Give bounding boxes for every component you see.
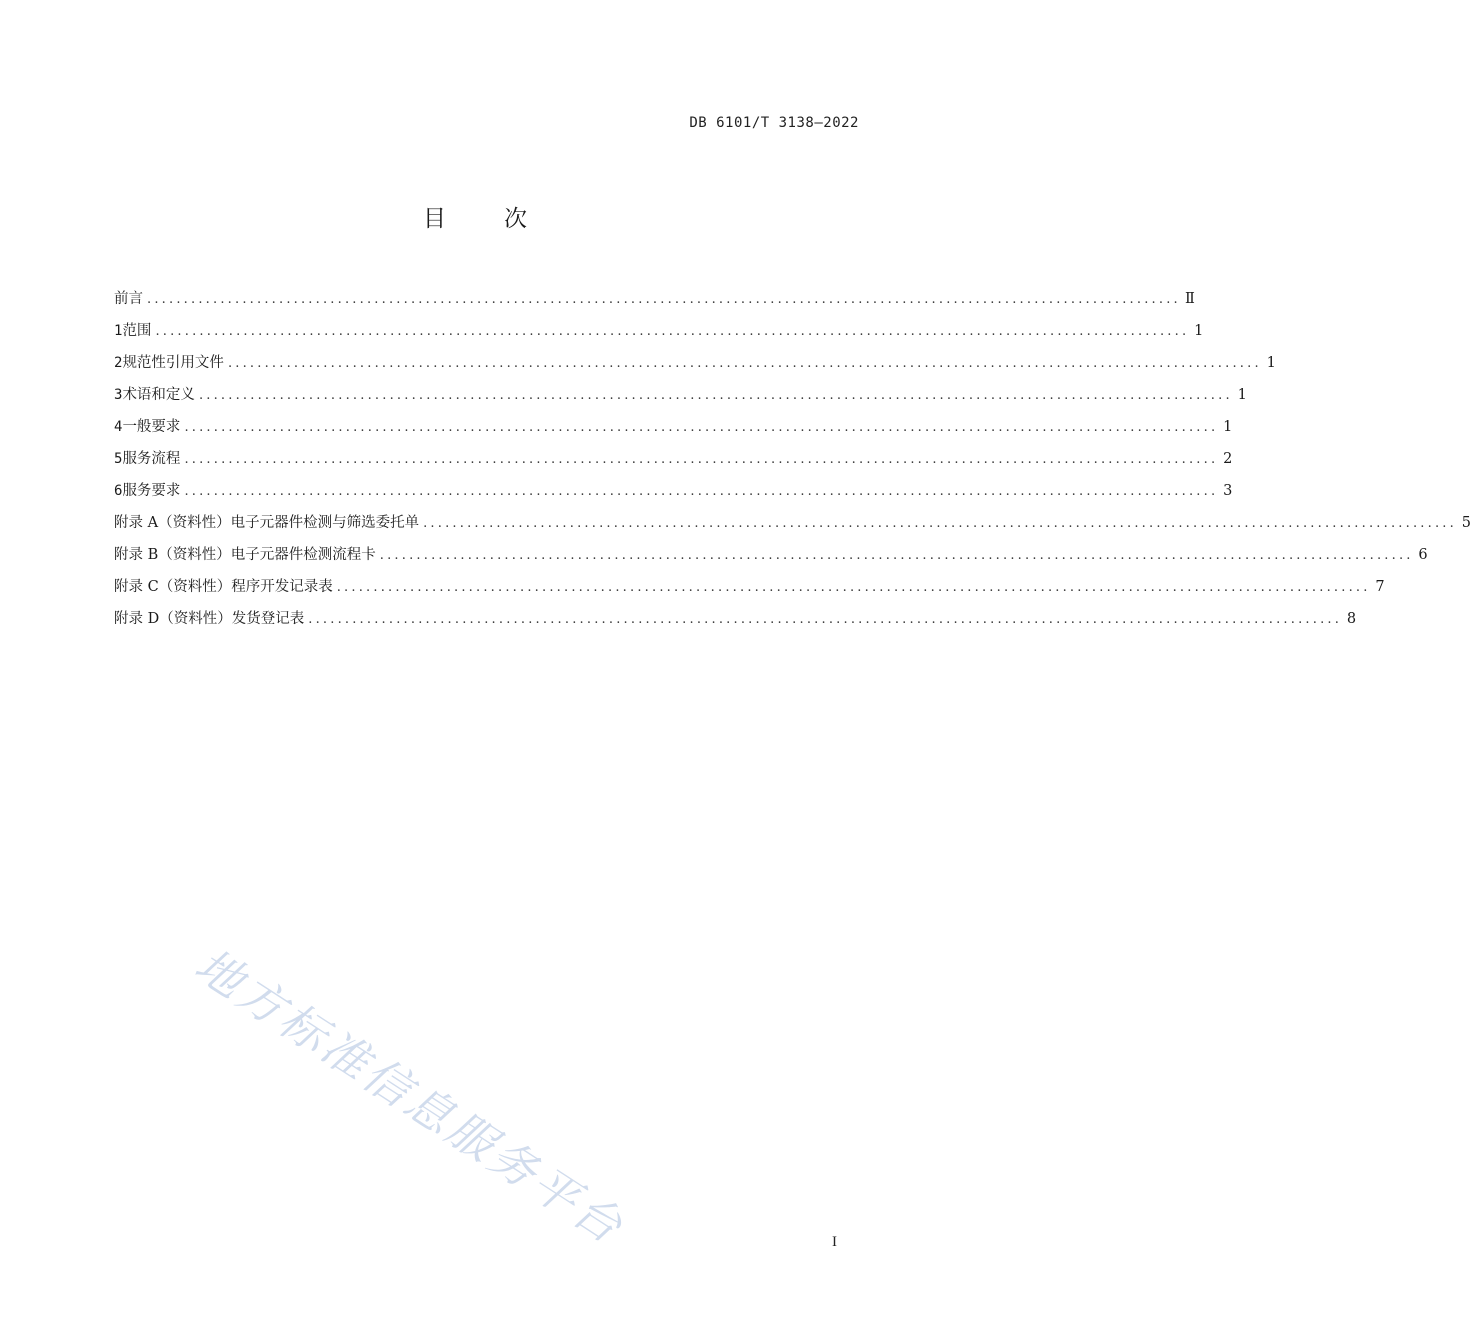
- toc-entry-label: 发货登记表: [231, 611, 305, 627]
- toc-entry-label: 电子元器件检测与筛选委托单: [230, 515, 420, 531]
- toc-leader-dots: .............................................................................................................................................: [155, 324, 1190, 339]
- toc-leader-dots: .............................................................................................................................................: [147, 292, 1181, 307]
- toc-entry-page: 1: [1237, 387, 1247, 403]
- toc-entry-annex-d[interactable]: [114, 607, 1357, 639]
- toc-entry-label: 服务要求: [122, 483, 181, 499]
- title-char-2: 次: [504, 206, 527, 232]
- toc-entry-label: 前言: [114, 291, 143, 307]
- toc-entry-page: 6: [1418, 547, 1428, 563]
- page-number: I: [832, 1234, 837, 1250]
- watermark-text: 地方标准信息服务平台: [185, 937, 635, 1256]
- table-of-contents: [114, 287, 1471, 639]
- toc-entry-page: 1: [1194, 323, 1204, 339]
- toc-entry-label: 范围: [122, 323, 152, 339]
- toc-entry-number: 1: [114, 323, 123, 339]
- toc-entry-label: 术语和定义: [122, 387, 195, 403]
- toc-entry-terms[interactable]: [114, 383, 1247, 415]
- toc-entry-foreword[interactable]: [114, 287, 1195, 319]
- toc-leader-dots: .............................................................................................................................................: [336, 580, 1371, 595]
- toc-entry-number: 2: [114, 355, 123, 371]
- toc-entry-label: 规范性引用文件: [122, 355, 224, 371]
- toc-entry-number: 6: [114, 483, 123, 499]
- toc-entry-label: 一般要求: [122, 419, 181, 435]
- toc-leader-dots: .............................................................................................................................................: [379, 548, 1414, 563]
- toc-annex-prefix: 附录 C（资料性）: [114, 579, 232, 595]
- toc-entry-page: 3: [1223, 483, 1233, 499]
- toc-entry-service-process[interactable]: [114, 447, 1233, 479]
- toc-annex-prefix: 附录 B（资料性）: [114, 547, 231, 563]
- toc-leader-dots: .............................................................................................................................................: [198, 388, 1233, 403]
- toc-leader-dots: .............................................................................................................................................: [227, 356, 1262, 371]
- toc-annex-prefix: 附录 D（资料性）: [114, 611, 232, 627]
- toc-entry-page: 5: [1461, 515, 1471, 531]
- toc-leader-dots: .............................................................................................................................................: [308, 612, 1343, 627]
- toc-leader-dots: .............................................................................................................................................: [184, 452, 1219, 467]
- title-char-1: 目: [423, 206, 446, 232]
- toc-entry-annex-b[interactable]: [114, 543, 1428, 575]
- toc-entry-page: Ⅱ: [1185, 291, 1195, 307]
- toc-entry-page: 1: [1223, 419, 1233, 435]
- toc-entry-page: 1: [1266, 355, 1276, 371]
- toc-entry-page: 7: [1375, 579, 1385, 595]
- toc-leader-dots: .............................................................................................................................................: [184, 484, 1219, 499]
- toc-entry-label: 程序开发记录表: [231, 579, 333, 595]
- toc-entry-normative-references[interactable]: [114, 351, 1276, 383]
- toc-entry-label: 电子元器件检测流程卡: [230, 547, 376, 563]
- toc-entry-label: 服务流程: [122, 451, 181, 467]
- toc-leader-dots: .............................................................................................................................................: [184, 420, 1219, 435]
- toc-entry-number: 4: [114, 419, 123, 435]
- page-title: [0, 200, 950, 233]
- toc-entry-general-requirements[interactable]: [114, 415, 1233, 447]
- toc-entry-page: 2: [1223, 451, 1233, 467]
- toc-entry-number: 5: [114, 451, 123, 467]
- toc-entry-scope[interactable]: [114, 319, 1204, 351]
- toc-entry-number: 3: [114, 387, 123, 403]
- toc-entry-service-requirements[interactable]: [114, 479, 1233, 511]
- toc-leader-dots: .............................................................................................................................................: [423, 516, 1457, 531]
- toc-annex-prefix: 附录 A（资料性）: [114, 515, 231, 531]
- document-code: DB 6101/T 3138—2022: [689, 115, 859, 131]
- toc-entry-annex-c[interactable]: [114, 575, 1385, 607]
- toc-entry-annex-a[interactable]: [114, 511, 1471, 543]
- toc-entry-page: 8: [1346, 611, 1357, 627]
